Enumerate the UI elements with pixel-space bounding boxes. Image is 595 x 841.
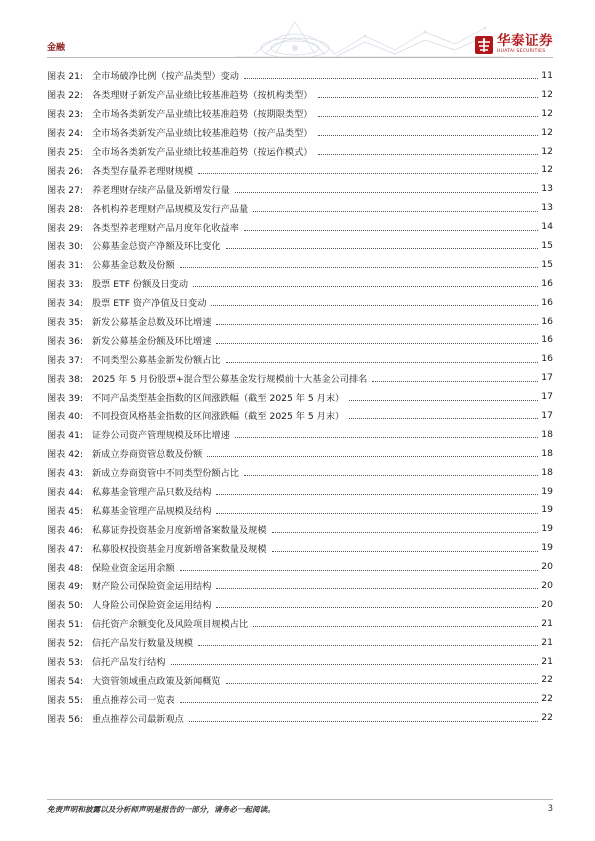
toc-entry-title: 新发公募基金份额及环比增速 — [92, 335, 212, 347]
toc-entry-title: 不同产品类型基金指数的区间涨跌幅（截至 2025 年 5 月末） — [92, 392, 345, 404]
toc-entry[interactable] — [47, 255, 553, 274]
toc-dot-leader — [349, 399, 538, 401]
toc-entry[interactable] — [47, 142, 553, 161]
toc-entry[interactable] — [47, 66, 553, 85]
toc-dot-leader — [244, 77, 538, 79]
toc-dot-leader — [207, 455, 538, 457]
toc-dot-leader — [180, 701, 538, 703]
toc-dot-leader — [272, 550, 538, 552]
toc-entry-label: 图表 50: — [47, 600, 84, 612]
toc-entry-label: 图表 27: — [47, 184, 84, 196]
toc-entry-label: 图表 31: — [47, 260, 84, 272]
toc-dot-leader — [216, 342, 538, 344]
toc-entry-title: 私募基金管理产品只数及结构 — [92, 487, 212, 499]
toc-entry-page: 22 — [541, 693, 553, 705]
toc-dot-leader — [216, 587, 538, 589]
toc-entry-label: 图表 28: — [47, 203, 84, 215]
toc-entry-page: 20 — [541, 579, 553, 591]
toc-entry-title: 新成立券商资管中不同类型份额占比 — [92, 468, 239, 480]
toc-dot-leader — [226, 247, 538, 249]
toc-entry-title: 各类型存量养老理财规模 — [92, 165, 194, 177]
toc-dot-leader — [216, 606, 538, 608]
toc-entry[interactable] — [47, 179, 553, 198]
table-of-figures — [47, 66, 553, 727]
toc-entry[interactable] — [47, 671, 553, 690]
toc-entry-title: 不同类型公募基金新发份额占比 — [92, 354, 221, 366]
toc-entry[interactable] — [47, 104, 553, 123]
toc-entry[interactable] — [47, 293, 553, 312]
toc-entry-page: 17 — [541, 372, 553, 384]
toc-entry-title: 信托产品发行数量及规模 — [92, 638, 194, 650]
toc-dot-leader — [216, 323, 538, 325]
toc-dot-leader — [211, 304, 538, 306]
toc-entry-title: 大资管领域重点政策及新闻概览 — [92, 675, 221, 687]
toc-entry-page: 18 — [541, 447, 553, 459]
toc-dot-leader — [318, 134, 539, 136]
toc-entry-page: 14 — [541, 221, 553, 233]
toc-entry-label: 图表 34: — [47, 298, 84, 310]
toc-entry-page: 11 — [541, 69, 553, 81]
toc-entry-title: 全市场各类新发产品业绩比较基准趋势（按运作模式） — [92, 147, 313, 158]
toc-entry[interactable] — [47, 425, 553, 444]
toc-entry-title: 私募股权投资基金月度新增备案数量及规模 — [92, 543, 267, 555]
logo-name-en: HUATAI SECURITIES — [497, 48, 546, 54]
toc-entry-label: 图表 52: — [47, 638, 84, 650]
toc-dot-leader — [180, 266, 538, 268]
toc-entry[interactable] — [47, 236, 553, 255]
toc-entry-label: 图表 41: — [47, 430, 84, 442]
toc-entry[interactable] — [47, 576, 553, 595]
toc-entry-page: 19 — [541, 485, 553, 497]
toc-entry-label: 图表 29: — [47, 222, 84, 234]
toc-entry-title: 人身险公司保险资金运用结构 — [92, 600, 212, 612]
toc-entry-page: 12 — [541, 126, 553, 138]
toc-entry-page: 12 — [541, 145, 553, 157]
toc-entry[interactable] — [47, 368, 553, 387]
toc-dot-leader — [272, 531, 538, 533]
toc-entry-page: 16 — [541, 277, 553, 289]
toc-entry-page: 19 — [541, 523, 553, 535]
toc-entry[interactable] — [47, 519, 553, 538]
toc-entry-label: 图表 21: — [47, 71, 84, 83]
toc-entry-title: 养老理财存续产品量及新增发行量 — [92, 184, 230, 196]
toc-dot-leader — [318, 115, 539, 117]
toc-dot-leader — [193, 285, 538, 287]
page-number: 3 — [547, 804, 553, 814]
toc-entry[interactable] — [47, 595, 553, 614]
toc-dot-leader — [253, 210, 538, 212]
toc-entry-title: 2025 年 5 月份股票+混合型公募基金发行规模前十大基金公司排名 — [92, 373, 368, 385]
toc-entry-label: 图表 53: — [47, 657, 84, 669]
toc-dot-leader — [349, 417, 538, 419]
toc-entry-title: 私募基金管理产品规模及结构 — [92, 505, 212, 517]
toc-dot-leader — [171, 663, 539, 665]
toc-entry[interactable] — [47, 274, 553, 293]
toc-entry[interactable] — [47, 633, 553, 652]
toc-entry-title: 公募基金总资产净额及环比变化 — [92, 241, 221, 253]
toc-entry[interactable] — [47, 538, 553, 557]
toc-dot-leader — [226, 682, 538, 684]
toc-entry-label: 图表 35: — [47, 317, 84, 329]
toc-entry-label: 图表 56: — [47, 713, 84, 725]
toc-entry-label: 图表 44: — [47, 487, 84, 499]
toc-entry-label: 图表 30: — [47, 241, 84, 253]
toc-entry-page: 16 — [541, 334, 553, 346]
toc-entry-label: 图表 54: — [47, 675, 84, 687]
toc-entry-label: 图表 46: — [47, 524, 84, 536]
logo-name-cn: 华泰证券 — [497, 33, 553, 50]
toc-entry-label: 图表 24: — [47, 128, 84, 140]
toc-entry-page: 12 — [541, 164, 553, 176]
toc-entry-title: 各类型养老理财产品月度年化收益率 — [92, 222, 239, 234]
toc-entry-page: 17 — [541, 391, 553, 403]
footer-divider — [47, 799, 553, 800]
toc-entry[interactable] — [47, 330, 553, 349]
toc-entry-page: 21 — [541, 636, 553, 648]
toc-entry-page: 16 — [541, 296, 553, 308]
toc-entry[interactable] — [47, 198, 553, 217]
toc-entry-title: 全市场各类新发产品业绩比较基准趋势（按期限类型） — [92, 109, 313, 121]
toc-entry-page: 21 — [541, 617, 553, 629]
toc-entry[interactable] — [47, 406, 553, 425]
toc-dot-leader — [318, 153, 539, 155]
toc-entry[interactable] — [47, 312, 553, 331]
toc-entry[interactable] — [47, 387, 553, 406]
toc-entry[interactable] — [47, 652, 553, 671]
toc-dot-leader — [244, 229, 538, 231]
toc-entry[interactable] — [47, 444, 553, 463]
toc-entry-label: 图表 47: — [47, 543, 84, 555]
toc-entry-title: 重点推荐公司最新观点 — [92, 713, 184, 725]
toc-dot-leader — [372, 380, 538, 382]
toc-entry[interactable] — [47, 217, 553, 236]
toc-entry-page: 20 — [541, 561, 553, 573]
toc-entry[interactable] — [47, 482, 553, 501]
toc-entry-label: 图表 26: — [47, 165, 84, 177]
toc-entry-title: 新成立券商资管总数及份额 — [92, 449, 203, 461]
toc-entry-label: 图表 23: — [47, 109, 84, 121]
toc-entry-title: 私募证券投资基金月度新增备案数量及规模 — [92, 524, 267, 536]
huatai-logo-icon — [475, 36, 493, 54]
toc-entry-page: 17 — [541, 409, 553, 421]
toc-entry-page: 18 — [541, 428, 553, 440]
toc-entry-title: 信托产品发行结构 — [92, 657, 166, 669]
toc-entry-title: 公募基金总数及份额 — [92, 260, 175, 272]
toc-dot-leader — [198, 644, 538, 646]
toc-entry-title: 全市场破净比例（按产品类型）变动 — [92, 71, 239, 83]
toc-entry-label: 图表 39: — [47, 392, 84, 404]
footer-disclaimer: 免责声明和披露以及分析师声明是报告的一部分，请务必一起阅读。 — [47, 805, 275, 814]
toc-entry-page: 19 — [541, 504, 553, 516]
toc-entry-title: 全市场各类新发产品业绩比较基准趋势（按产品类型） — [92, 128, 313, 140]
toc-entry-label: 图表 25: — [47, 147, 84, 158]
header-divider — [47, 57, 553, 58]
toc-entry-title: 证券公司资产管理规模及环比增速 — [92, 430, 230, 442]
toc-dot-leader — [244, 474, 538, 476]
toc-dot-leader — [189, 720, 538, 722]
toc-dot-leader — [216, 493, 538, 495]
toc-entry[interactable] — [47, 614, 553, 633]
toc-dot-leader — [235, 436, 538, 438]
toc-entry-page: 15 — [541, 258, 553, 270]
toc-dot-leader — [216, 512, 538, 514]
toc-dot-leader — [318, 96, 539, 98]
toc-entry[interactable] — [47, 349, 553, 368]
toc-entry-title: 重点推荐公司一览表 — [92, 694, 175, 706]
toc-entry-label: 图表 36: — [47, 335, 84, 347]
toc-entry[interactable] — [47, 160, 553, 179]
toc-entry-page: 12 — [541, 107, 553, 119]
toc-entry-label: 图表 51: — [47, 619, 84, 631]
toc-entry[interactable] — [47, 557, 553, 576]
toc-entry-title: 新发公募基金总数及环比增速 — [92, 317, 212, 329]
toc-entry[interactable] — [47, 708, 553, 727]
header-decoration-graphic — [235, 14, 505, 58]
toc-entry-label: 图表 37: — [47, 354, 84, 366]
toc-entry-title: 股票 ETF 资产净值及日变动 — [92, 298, 207, 310]
toc-entry[interactable] — [47, 123, 553, 142]
toc-entry-page: 20 — [541, 598, 553, 610]
toc-entry[interactable] — [47, 689, 553, 708]
toc-entry-title: 保险业资金运用余额 — [92, 562, 175, 574]
toc-entry-label: 图表 40: — [47, 411, 84, 423]
toc-entry-title: 股票 ETF 份额及日变动 — [92, 279, 189, 291]
toc-entry[interactable] — [47, 500, 553, 519]
toc-entry-label: 图表 33: — [47, 279, 84, 291]
toc-entry-page: 16 — [541, 353, 553, 365]
toc-entry-label: 图表 48: — [47, 562, 84, 574]
toc-dot-leader — [253, 625, 538, 627]
toc-entry-label: 图表 38: — [47, 373, 84, 385]
toc-entry-page: 16 — [541, 315, 553, 327]
toc-entry-page: 15 — [541, 239, 553, 251]
toc-entry-title: 各机构养老理财产品规模及发行产品量 — [92, 203, 249, 215]
toc-dot-leader — [226, 361, 538, 363]
toc-entry-title: 不同投资风格基金指数的区间涨跌幅（截至 2025 年 5 月末） — [92, 411, 345, 423]
company-logo — [475, 34, 553, 56]
toc-entry[interactable] — [47, 463, 553, 482]
toc-entry-page: 22 — [541, 712, 553, 724]
logo-text — [497, 35, 553, 54]
toc-entry-label: 图表 22: — [47, 90, 84, 102]
toc-dot-leader — [235, 191, 538, 193]
toc-entry-label: 图表 43: — [47, 468, 84, 480]
toc-entry-page: 21 — [541, 655, 553, 667]
section-tag: 金融 — [47, 43, 66, 53]
toc-entry-page: 19 — [541, 542, 553, 554]
toc-entry-title: 财产险公司保险资金运用结构 — [92, 581, 212, 593]
toc-entry-label: 图表 42: — [47, 449, 84, 461]
toc-entry-page: 18 — [541, 466, 553, 478]
toc-entry-label: 图表 49: — [47, 581, 84, 593]
toc-entry-title: 各类理财子新发产品业绩比较基准趋势（按机构类型） — [92, 90, 313, 102]
toc-entry-page: 13 — [541, 202, 553, 214]
toc-entry[interactable] — [47, 85, 553, 104]
toc-entry-label: 图表 55: — [47, 694, 84, 706]
toc-entry-page: 22 — [541, 674, 553, 686]
toc-entry-label: 图表 45: — [47, 505, 84, 517]
toc-dot-leader — [198, 172, 538, 174]
page-header — [0, 0, 595, 60]
toc-entry-page: 13 — [541, 183, 553, 195]
toc-entry-page: 12 — [541, 88, 553, 100]
toc-entry-title: 信托资产余额变化及风险项目规模占比 — [92, 619, 249, 631]
toc-dot-leader — [180, 569, 538, 571]
